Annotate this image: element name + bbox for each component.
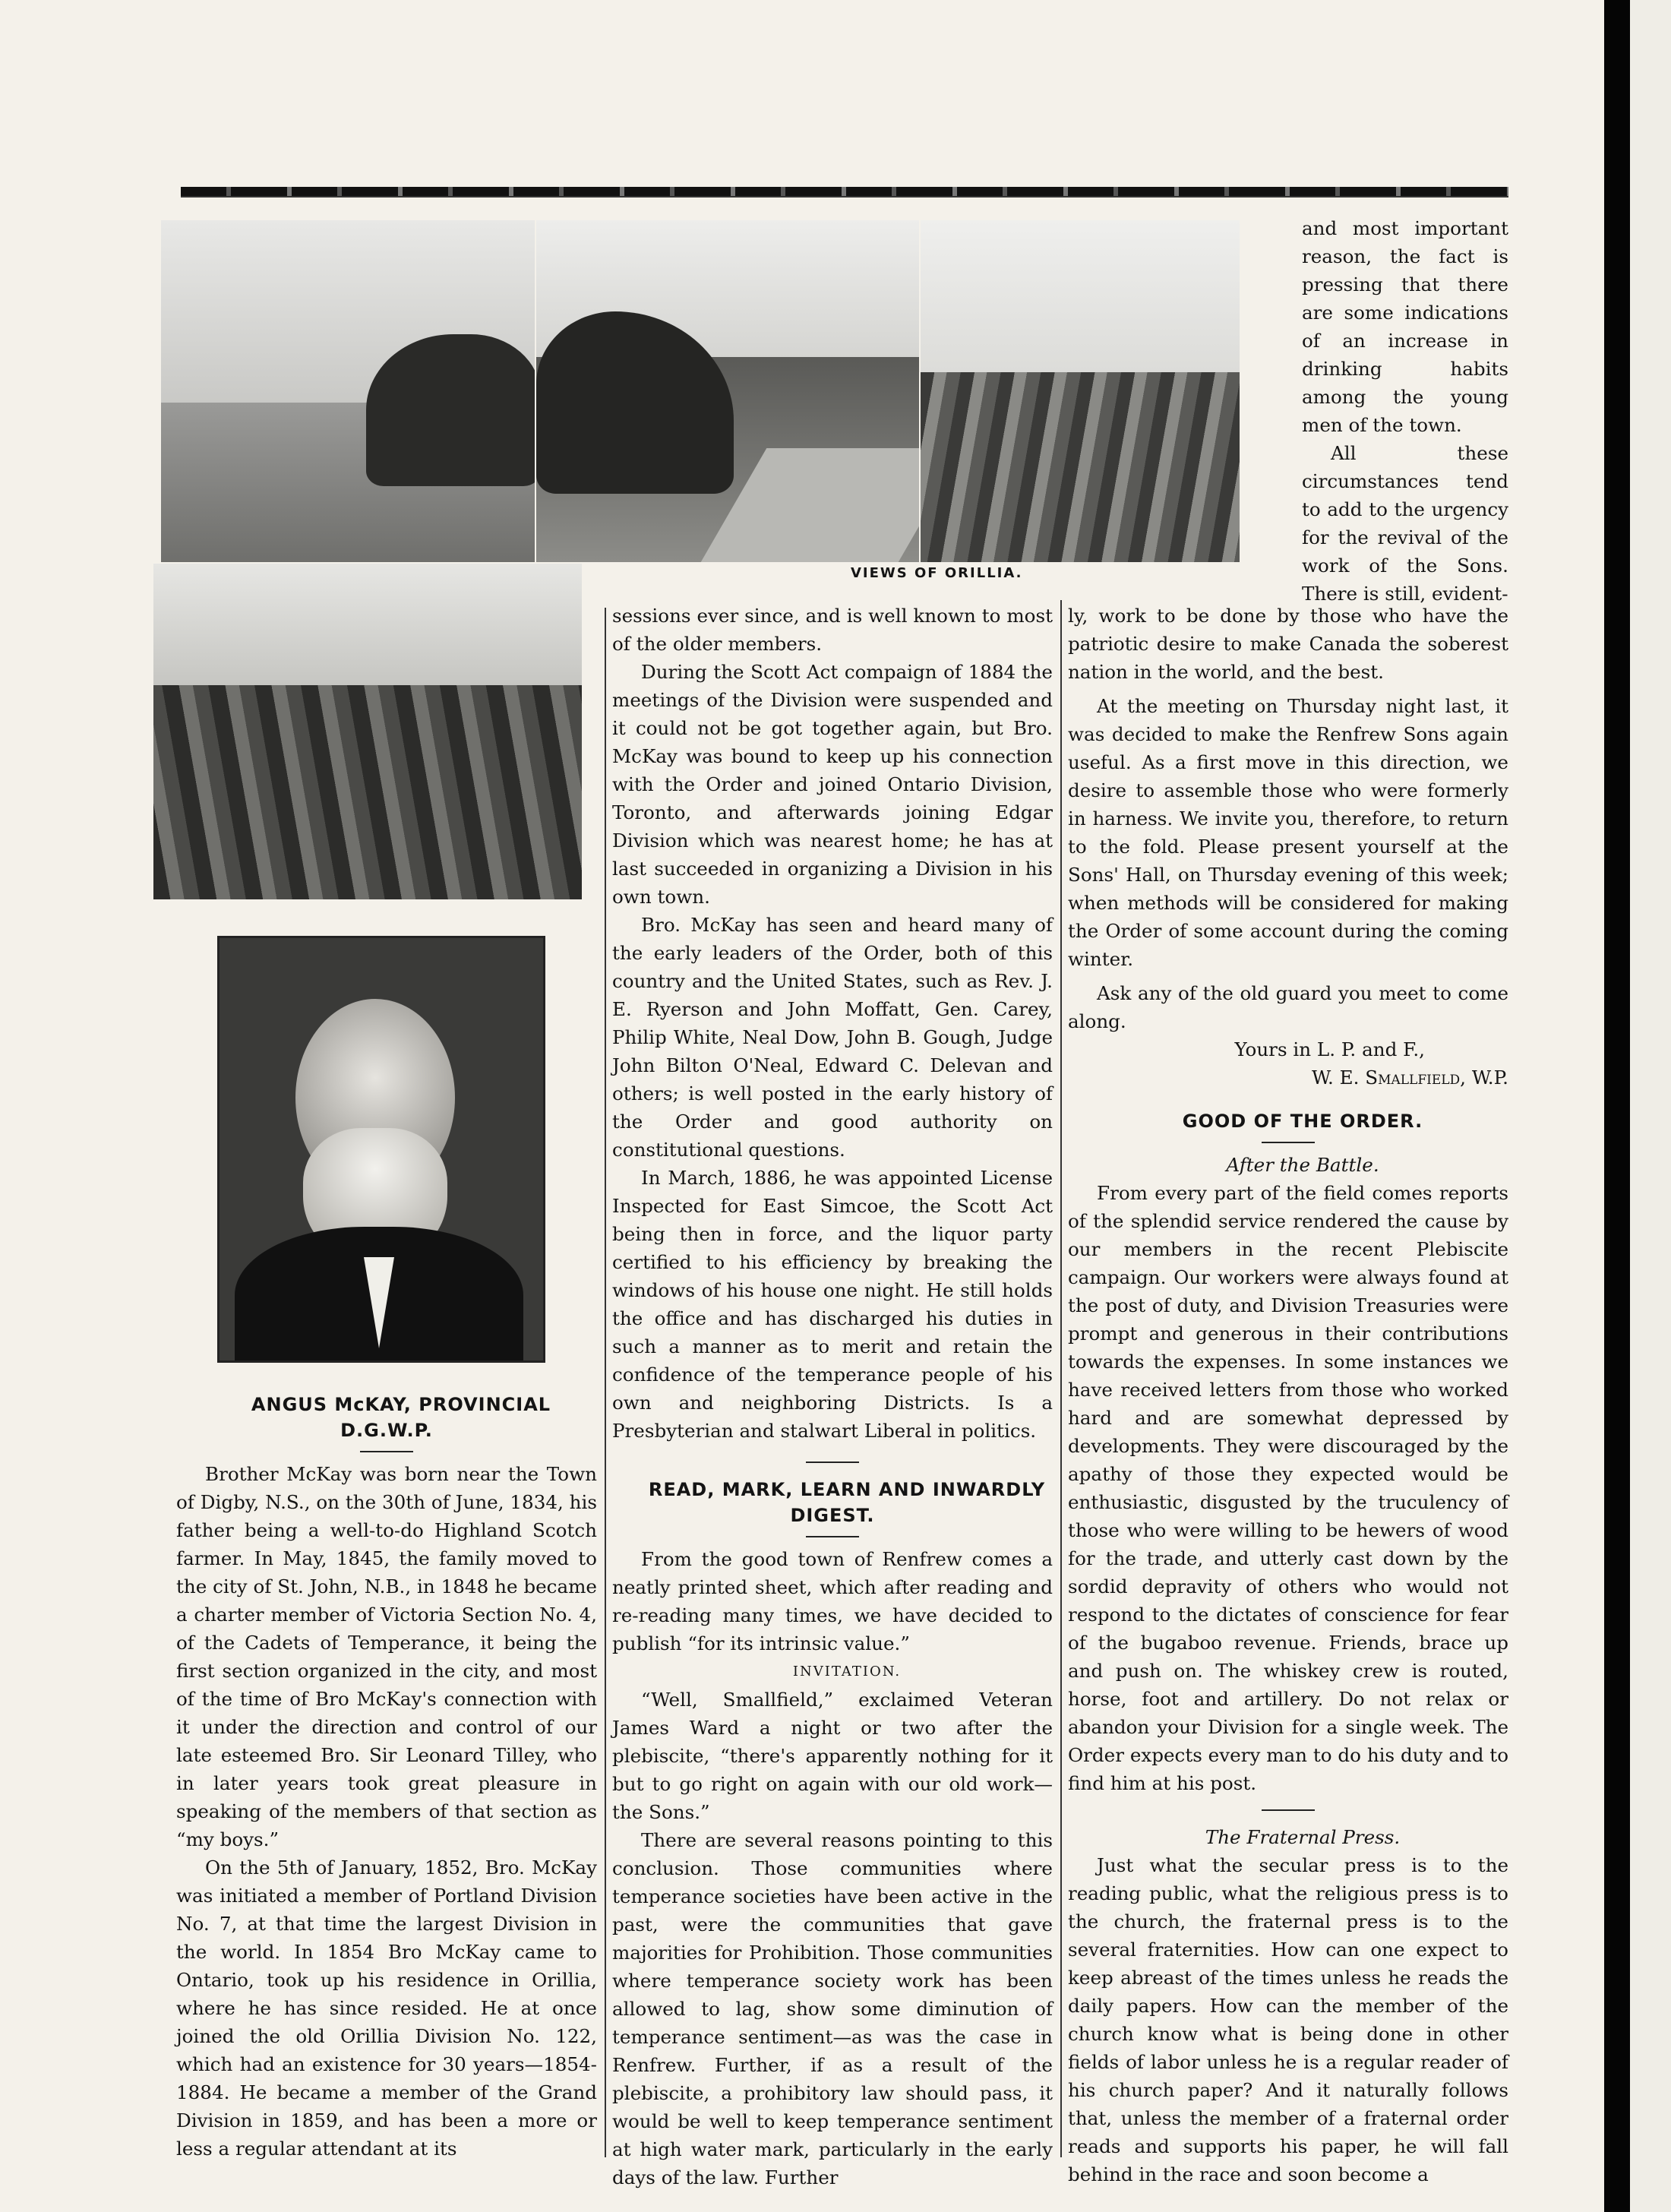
orillia-photo-lake [161,220,535,562]
paragraph: Brother McKay was born near the Town of Digby, N.S., on the 30th of June, 1834, his father being a well-to-do Highland Scotch farmer. In May, 1845, the family moved to the city of St. John, N.B., in 1848 he became a charter member of Victoria Section No. 4, of the Cadets of Temperance, it being the first section organized in the city, and most of the time of Bro McKay's connection with it under the direction and control of our late esteemed Bro. Sir Leonard Tilley, who in later years took great pleasure in speaking of the members of that section as “my boys.” [176,1463,597,1850]
column-3 [1068,602,1508,2188]
column-1 [176,1392,597,2163]
paragraph: On the 5th of January, 1852, Bro. McKay was initiated a member of Portland Division No. 7, at that time the largest Division in the world. In 1854 Bro McKay came to Ontario, took up his residence in Orillia, where he has since resided. He at once joined the old Orillia Division No. 122, which had an existence for 30 years—1854-1884. He became a member of the Grand Division in 1859, and has been a more or less a regular attendant at its [176,1856,597,2160]
paragraph: Bro. McKay has seen and heard many of the early leaders of the Order, both of this country and the United States, such as Rev. J. E. Ryerson and John Moffatt, Gen. Carey, Philip White, Neal Dow, John B. Gough, Judge John Bilton O'Neal, Edward C. Delevan and others; is well posted in the early history of the Order and good authority on constitutional questions. [612,914,1053,1161]
orillia-photo-rooftops [153,564,582,899]
signature-closing: Yours in L. P. and F., [1234,1038,1425,1060]
page-edge [1604,0,1671,2212]
article-heading-good-of-order: GOOD OF THE ORDER. [1182,1111,1423,1132]
divider [806,1462,859,1463]
column-rule-1 [605,608,606,2157]
divider [1262,1142,1315,1143]
divider [360,1451,413,1452]
paragraph: From the good town of Renfrew comes a neatly printed sheet, which after reading and re-reading many times, we have decided to publish “for its intrinsic value.” [612,1548,1053,1654]
column-3-top [1302,214,1508,608]
divider [806,1536,859,1537]
paragraph: At the meeting on Thursday night last, it was decided to make the Renfrew Sons again useful. As a first move in this direction, we desire to assemble those who were formerly in harness. We invite you, therefore, to return to the fold. Please present yourself at the Sons' Hall, on Thursday evening of this week; when methods will be considered for making the Order of some account during the coming winter. [1068,695,1508,970]
orillia-photo-park [536,220,919,562]
signature-name: W. E. Smallfield, W.P. [1312,1066,1508,1089]
paragraph: and most important reason, the fact is pressing that there are some indications of an increase in drinking habits among the young men of the town. [1302,217,1508,436]
subheading-fraternal-press: The Fraternal Press. [1205,1826,1401,1848]
paragraph: Just what the secular press is to the reading public, what the religious press is to the church, the fraternal press is to the several fraternities. How can one expect to keep abreast of the times unless he reads the daily papers. How can the member of the church know what is being done in other fields of labor unless he is a regular reader of his church paper? And it naturally follows that, unless the member of a fraternal order reads and supports his paper, he will fall behind in the race and soon become a [1068,1854,1508,2185]
portrait-angus-mckay [217,936,545,1363]
article-heading-read-mark: READ, MARK, LEARN AND INWARDLY DIGEST. [648,1479,1046,1526]
column-2 [612,602,1053,2191]
article-heading-angus-mckay: ANGUS McKAY, PROVINCIAL D.G.W.P. [251,1394,551,1441]
paragraph: ly, work to be done by those who have the patriotic desire to make Canada the soberest nation in the world, and the best. [1068,605,1508,683]
orillia-photo-town [921,220,1240,562]
paragraph: sessions ever since, and is well known to most of the older members. [612,605,1053,655]
subheading-after-the-battle: After the Battle. [1226,1154,1379,1176]
divider [1262,1809,1315,1811]
top-rule [181,187,1508,196]
paragraph: There are several reasons pointing to this conclusion. Those communities where temperance societies have been active in the past, were the communities that gave majorities for Prohibition. Those communities where temperance society work has been allowed to lag, show some diminution of temperance sentiment—as was the case in Renfrew. Further, if as a result of the plebiscite, a prohibitory law should pass, it would be well to keep temperance sentiment at high water mark, particularly in the early days of the law. Further [612,1829,1053,2188]
paragraph: All these circumstances tend to add to the urgency for the revival of the work of the Sons. There is still, evident- [1302,442,1508,605]
paragraph: From every part of the field comes reports of the splendid service rendered the cause by our members in the recent Plebiscite campaign. Our workers were always found at the post of duty, and Division Treasuries were prompt and generous in their contributions towards the expenses. In some instances we have received letters from those who worked hard and are somewhat depressed by developments. They were discouraged by the apathy of those they expected would be enthusiastic, disgusted by the truculency of those who were willing to be hewers of wood for the trade, and utterly cast down by the sordid depravity of others who would not respond to the dictates of conscience for fear of the bugaboo revenue. Friends, brace up and push on. The whiskey crew is routed, horse, foot and artillery. Do not relax or abandon your Division for a single week. The Order expects every man to do his duty and to find him at his post. [1068,1182,1508,1794]
paragraph: In March, 1886, he was appointed License Inspected for East Simcoe, the Scott Act being then in force, and the liquor party certified to his efficiency by breaking the windows of his house one night. He still holds the office and has discharged his duties in such a manner as to merit and retain the confidence of the temperance people of his own and neighboring Districts. Is a Presbyterian and stalwart Liberal in politics. [612,1167,1053,1442]
photos-caption: VIEWS OF ORILLIA. [851,565,1023,581]
subheading-invitation: INVITATION. [792,1664,902,1680]
paragraph: Ask any of the old guard you meet to come along. [1068,982,1508,1032]
paragraph: “Well, Smallfield,” exclaimed Veteran James Ward a night or two after the plebiscite, “there's apparently nothing for it but to go right on again with our old work—the Sons.” [612,1689,1053,1823]
column-rule-2 [1060,600,1062,2157]
paragraph: During the Scott Act compaign of 1884 the meetings of the Division were suspended and it could not be got together again, but Bro. McKay was bound to keep up his connection with the Order and joined Ontario Division, Toronto, and afterwards joining Edgar Division which was nearest home; he has at last succeeded in organizing a Division in his own town. [612,661,1053,908]
